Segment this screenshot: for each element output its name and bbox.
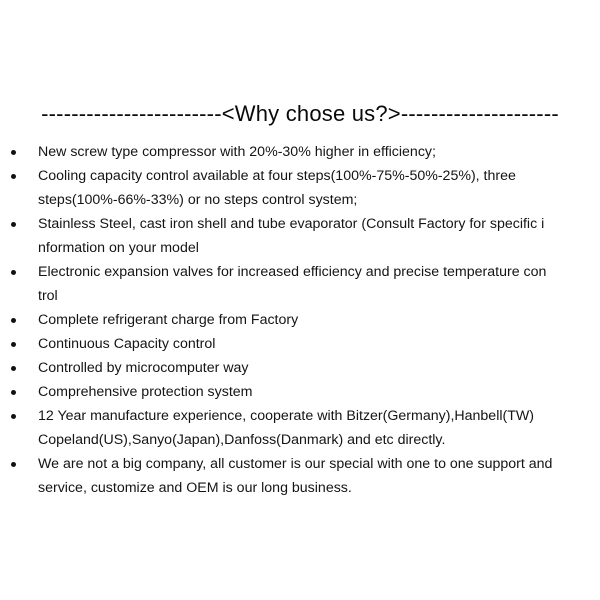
feature-list (0, 140, 600, 500)
bullet-icon (11, 414, 16, 419)
feature-item (0, 404, 600, 452)
feature-line: Continuous Capacity control (38, 336, 216, 352)
feature-item (0, 164, 600, 212)
section-heading: ------------------------<Why chose us?>--------------------- (41, 101, 559, 126)
bullet-icon (11, 174, 16, 179)
bullet-icon (11, 150, 16, 155)
feature-line: trol (38, 288, 58, 304)
feature-line: service, customize and OEM is our long business. (38, 480, 352, 496)
bullet-icon (11, 270, 16, 275)
feature-line: nformation on your model (38, 240, 199, 256)
bullet-icon (11, 318, 16, 323)
bullet-icon (11, 222, 16, 227)
feature-item (0, 308, 600, 332)
feature-item (0, 260, 600, 308)
feature-item (0, 356, 600, 380)
feature-line: 12 Year manufacture experience, cooperate with Bitzer(Germany),Hanbell(TW) (38, 408, 534, 424)
feature-line: Electronic expansion valves for increased efficiency and precise temperature con (38, 264, 547, 280)
bullet-icon (11, 390, 16, 395)
feature-line: We are not a big company, all customer is our special with one to one support and (38, 456, 553, 472)
feature-line: New screw type compressor with 20%-30% higher in efficiency; (38, 144, 436, 160)
feature-line: Copeland(US),Sanyo(Japan),Danfoss(Danmark) and etc directly. (38, 432, 446, 448)
feature-line: Complete refrigerant charge from Factory (38, 312, 299, 328)
feature-item (0, 380, 600, 404)
bullet-icon (11, 366, 16, 371)
feature-line: Comprehensive protection system (38, 384, 253, 400)
bullet-icon (11, 342, 16, 347)
feature-item (0, 140, 600, 164)
feature-line: Stainless Steel, cast iron shell and tube evaporator (Consult Factory for specific i (38, 216, 545, 232)
feature-item (0, 332, 600, 356)
feature-line: Controlled by microcomputer way (38, 360, 249, 376)
feature-line: Cooling capacity control available at four steps(100%-75%-50%-25%), three (38, 168, 516, 184)
feature-line: steps(100%-66%-33%) or no steps control system; (38, 192, 358, 208)
feature-item (0, 212, 600, 260)
bullet-icon (11, 462, 16, 467)
feature-item (0, 452, 600, 500)
